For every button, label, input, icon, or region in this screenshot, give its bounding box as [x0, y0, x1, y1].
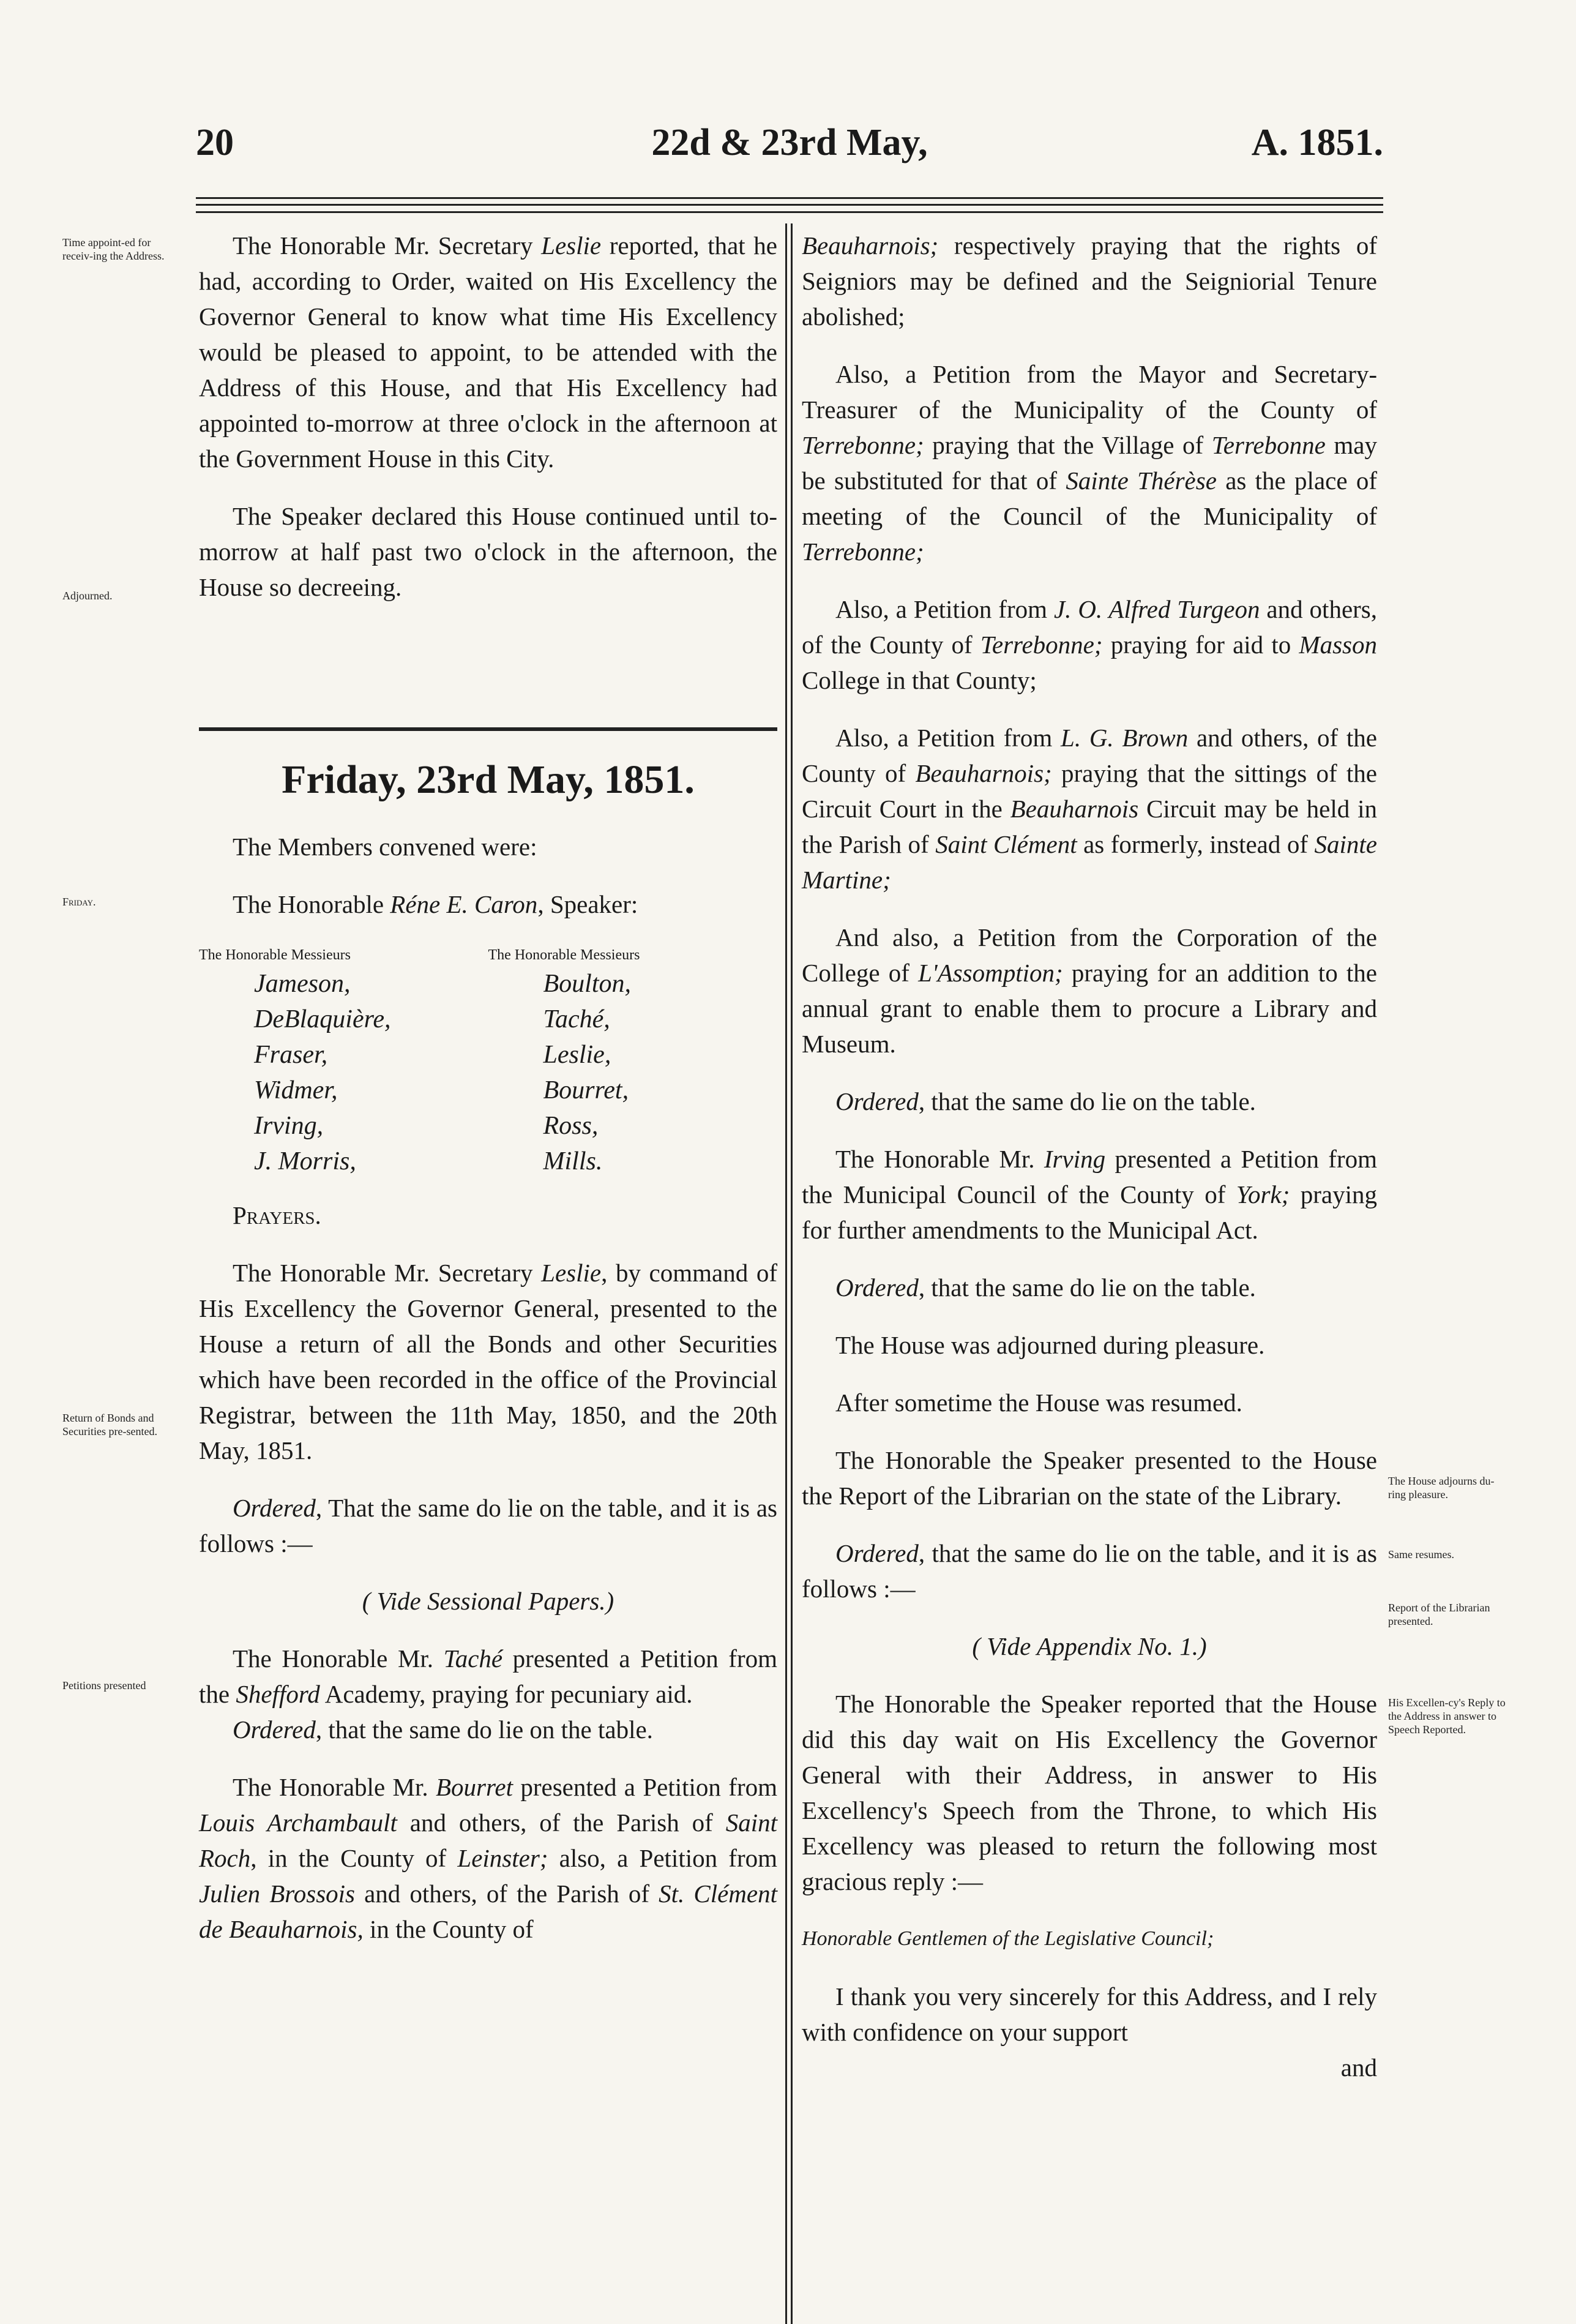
page-header — [196, 121, 1383, 176]
catchword: and — [1340, 2053, 1377, 2082]
member-name: Taché, — [543, 1005, 610, 1033]
paragraph-adjourned: The Speaker declared this House continued until to-morrow at half past two o'clock in the afternoon, the House so decreeing. — [199, 502, 777, 601]
margin-note-adjourned: Adjourned. — [62, 590, 113, 602]
margin-note-return-of-bonds: Return of Bonds and Securities pre-sented. — [62, 1412, 157, 1438]
paragraph-librarian-report: The Honorable the Speaker presented to the House the Report of the Librarian on the state of the Library. — [802, 1446, 1377, 1510]
member-name: Boulton, — [543, 970, 631, 998]
paragraph-brown: Also, a Petition from L. G. Brown and others, of the County of Beauharnois; praying that the sittings of the Circuit Court in the Beauharnois Circuit may be held in the Parish of Saint Clément as formerly, instead of Sainte Martine; — [802, 724, 1377, 894]
members-header-left: The Honorable Messieurs — [199, 947, 351, 963]
header-rule-bottom — [196, 211, 1383, 213]
paragraph-time-appointed: The Honorable Mr. Secretary Leslie reported, that he had, according to Order, waited on His Excellency the Governor General to know what time His Excellency would be pleased to appoint, to be attended with the Address of this House, and that His Excellency had appointed to-morrow at three o'clock in the afternoon at the Government House in this City. — [199, 231, 777, 473]
paragraph-return-of-bonds: The Honorable Mr. Secretary Leslie, by command of His Excellency the Governor General, presented to the House a return of all the Bonds and other Securities which have been recorded in the office of the Provincial Registrar, between the 11th May, 1850, and the 20th May, 1851. — [199, 1259, 777, 1464]
member-name: Leslie, — [543, 1041, 611, 1069]
year: A. 1851. — [1251, 122, 1383, 163]
left-column — [199, 228, 777, 1969]
margin-note-petitions-presented: Petitions presented — [62, 1679, 146, 1692]
vide-appendix: ( Vide Appendix No. 1.) — [972, 1632, 1207, 1660]
paragraph-ordered: Ordered, That the same do lie on the table, and it is as follows :— — [199, 1494, 777, 1557]
paragraph-ordered: Ordered, that the same do lie on the table, and it is as follows :— — [802, 1539, 1377, 1603]
member-name: Widmer, — [254, 1076, 338, 1104]
margin-note-house-adjourns: The House adjourns du-ring pleasure. — [1388, 1475, 1495, 1501]
member-name: J. Morris, — [254, 1147, 356, 1175]
column-divider-left — [785, 223, 787, 2324]
paragraph-assomption: And also, a Petition from the Corporation of the College of L'Assomption; praying for an addition to the annual grant to enable them to procure a Library and Museum. — [802, 923, 1377, 1058]
paragraph-bourret-petition: The Honorable Mr. Bourret presented a Petition from Louis Archambault and others, of the Parish of Saint Roch, in the County of Leinster; also, a Petition from Julien Brossois and others, of the Parish of St. Clément de Beauharnois, in the County of — [199, 1773, 777, 1943]
members-header-right: The Honorable Messieurs — [488, 947, 640, 963]
member-name: Mills. — [543, 1147, 603, 1175]
paragraph-seigniors: Beauharnois; respectively praying that the rights of Seigniors may be defined and the Seigniorial Tenure abolished; — [802, 231, 1377, 331]
paragraph-terrebonne-mayor: Also, a Petition from the Mayor and Secretary-Treasurer of the Municipality of the County of Terrebonne; praying that the Village of Terrebonne may be substituted for that of Sainte Thérèse as the place of meeting of the Council of the Municipality of Terrebonne; — [802, 360, 1377, 566]
members-column-right — [488, 944, 778, 1179]
paragraph-adjourned-pleasure: The House was adjourned during pleasure. — [835, 1331, 1265, 1359]
section-rule — [199, 727, 777, 731]
paragraph-irving-petition: The Honorable Mr. Irving presented a Petition from the Municipal Council of the County of York; praying for further amendments to the Municipal Act. — [802, 1145, 1378, 1244]
margin-note-time-appointed: Time appoint-ed for receiv-ing the Address. — [62, 236, 165, 262]
margin-note-friday: Friday. — [62, 896, 96, 908]
date-heading: 22d & 23rd May, — [651, 122, 928, 163]
paragraph-resumed: After sometime the House was resumed. — [835, 1389, 1242, 1417]
members-column-left — [199, 944, 488, 1179]
margin-note-reply-reported: His Excellen-cy's Reply to the Address in answer to Speech Reported. — [1388, 1696, 1506, 1736]
paragraph-turgeon: Also, a Petition from J. O. Alfred Turgeon and others, of the County of Terrebonne; praying for aid to Masson College in that County; — [802, 595, 1377, 694]
member-name: Bourret, — [543, 1076, 629, 1104]
header-rule-top — [196, 197, 1383, 199]
paragraph-reply-text: I thank you very sincerely for this Address, and I rely with confidence on your support — [802, 1982, 1377, 2046]
friday-heading: Friday, 23rd May, 1851. — [282, 757, 695, 802]
paragraph-tache-petition: The Honorable Mr. Taché presented a Petition from the Shefford Academy, praying for pecuniary aid. — [199, 1644, 777, 1708]
paragraph-ordered: Ordered, that the same do lie on the table. — [835, 1087, 1256, 1115]
member-name: Jameson, — [254, 970, 351, 998]
address-salutation: Honorable Gentlemen of the Legislative Council; — [802, 1927, 1214, 1950]
member-name: DeBlaquière, — [254, 1005, 391, 1033]
members-list — [199, 944, 777, 1179]
right-column — [802, 228, 1377, 2107]
prayers-heading: Prayers. — [233, 1201, 321, 1229]
paragraph-reply-reported: The Honorable the Speaker reported that the House did this day wait on His Excellency the Governor General with their Address, in answer to His Excellency's Speech from the Throne, to which His Excellency was pleased to return the following most gracious reply :— — [802, 1690, 1377, 1895]
column-divider-right — [791, 223, 793, 2324]
header-rule-middle — [196, 204, 1383, 206]
members-convened: The Members convened were: — [233, 833, 537, 861]
speaker-line: The Honorable Réne E. Caron, Speaker: — [233, 890, 638, 918]
member-name: Irving, — [254, 1112, 324, 1140]
member-name: Ross, — [543, 1112, 599, 1140]
margin-note-same-resumes: Same resumes. — [1388, 1548, 1454, 1561]
paragraph-ordered: Ordered, that the same do lie on the table. — [835, 1273, 1256, 1302]
paragraph-ordered: Ordered, that the same do lie on the table. — [233, 1715, 653, 1744]
member-name: Fraser, — [254, 1041, 328, 1069]
page-number: 20 — [196, 122, 234, 163]
margin-note-report-librarian: Report of the Librarian presented. — [1388, 1602, 1490, 1627]
vide-sessional-papers: ( Vide Sessional Papers.) — [362, 1587, 614, 1615]
